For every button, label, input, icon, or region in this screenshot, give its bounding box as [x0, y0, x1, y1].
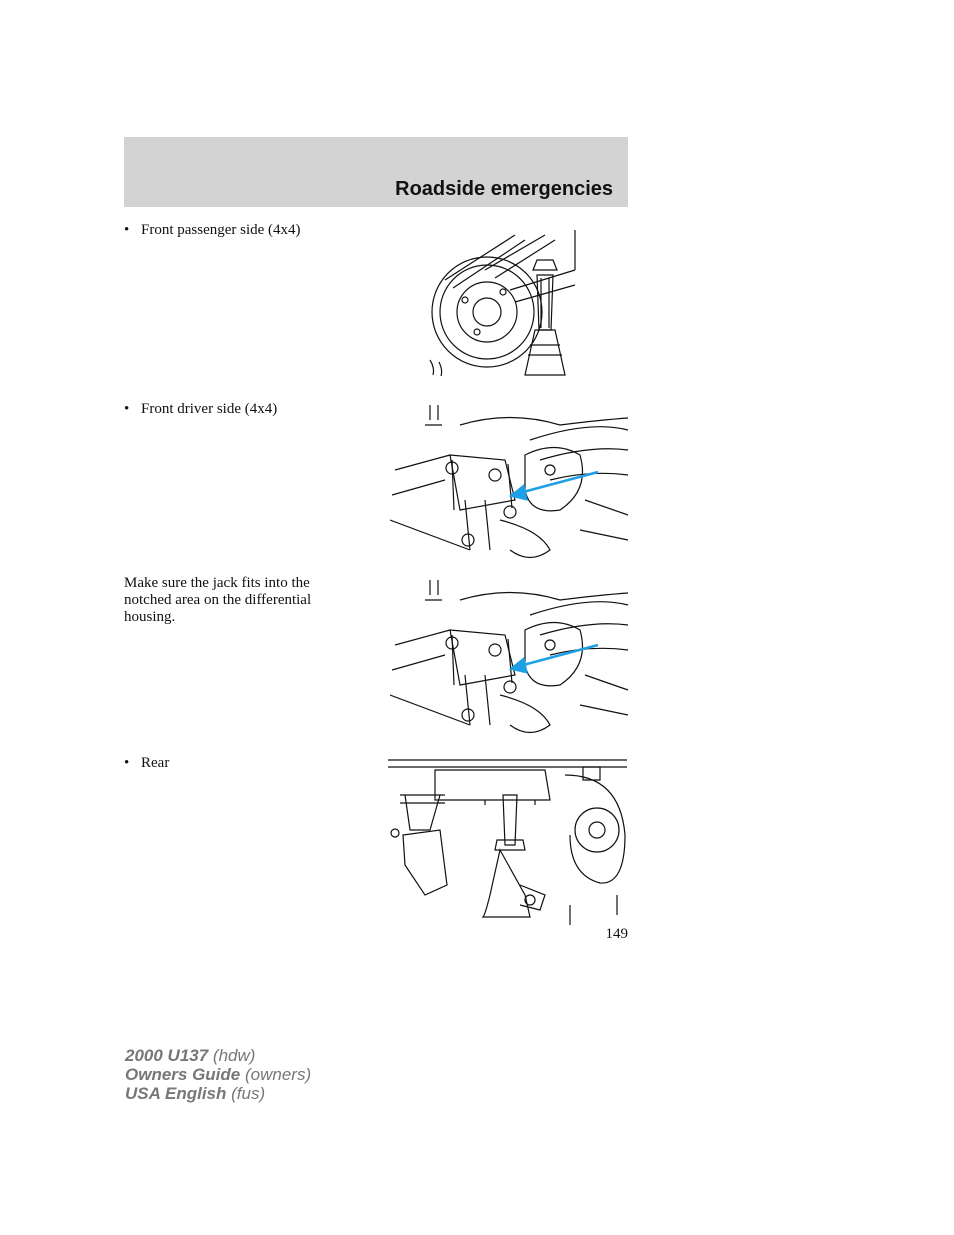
document-footer — [125, 1046, 311, 1103]
jack-instruction-paragraph: Make sure the jack fits into the notched area on the differential housing. — [124, 575, 312, 625]
bullet-text: Front passenger side (4x4) — [141, 222, 301, 238]
footer-line-guide: Owners Guide (owners) — [125, 1065, 312, 1084]
footer-line-model: 2000 U137 (hdw) — [125, 1046, 256, 1065]
page-number: 149 — [605, 926, 628, 942]
section-header — [124, 137, 628, 207]
jack-differential-notch-illustration — [390, 575, 630, 740]
bullet-marker: • — [124, 222, 130, 238]
bullet-text: Front driver side (4x4) — [141, 401, 278, 417]
jack-front-driver-illustration — [390, 400, 630, 565]
bullet-marker: • — [124, 755, 130, 771]
footer-line-language: USA English (fus) — [125, 1084, 266, 1103]
bullet-text: Rear — [141, 755, 170, 771]
bullet-item-front-driver — [124, 401, 277, 418]
jack-rear-illustration — [385, 755, 630, 925]
bullet-item-front-passenger — [124, 222, 301, 239]
jack-front-passenger-illustration — [425, 230, 580, 380]
bullet-item-rear — [124, 755, 169, 772]
section-title: Roadside emergencies — [395, 178, 613, 200]
bullet-marker: • — [124, 401, 130, 417]
